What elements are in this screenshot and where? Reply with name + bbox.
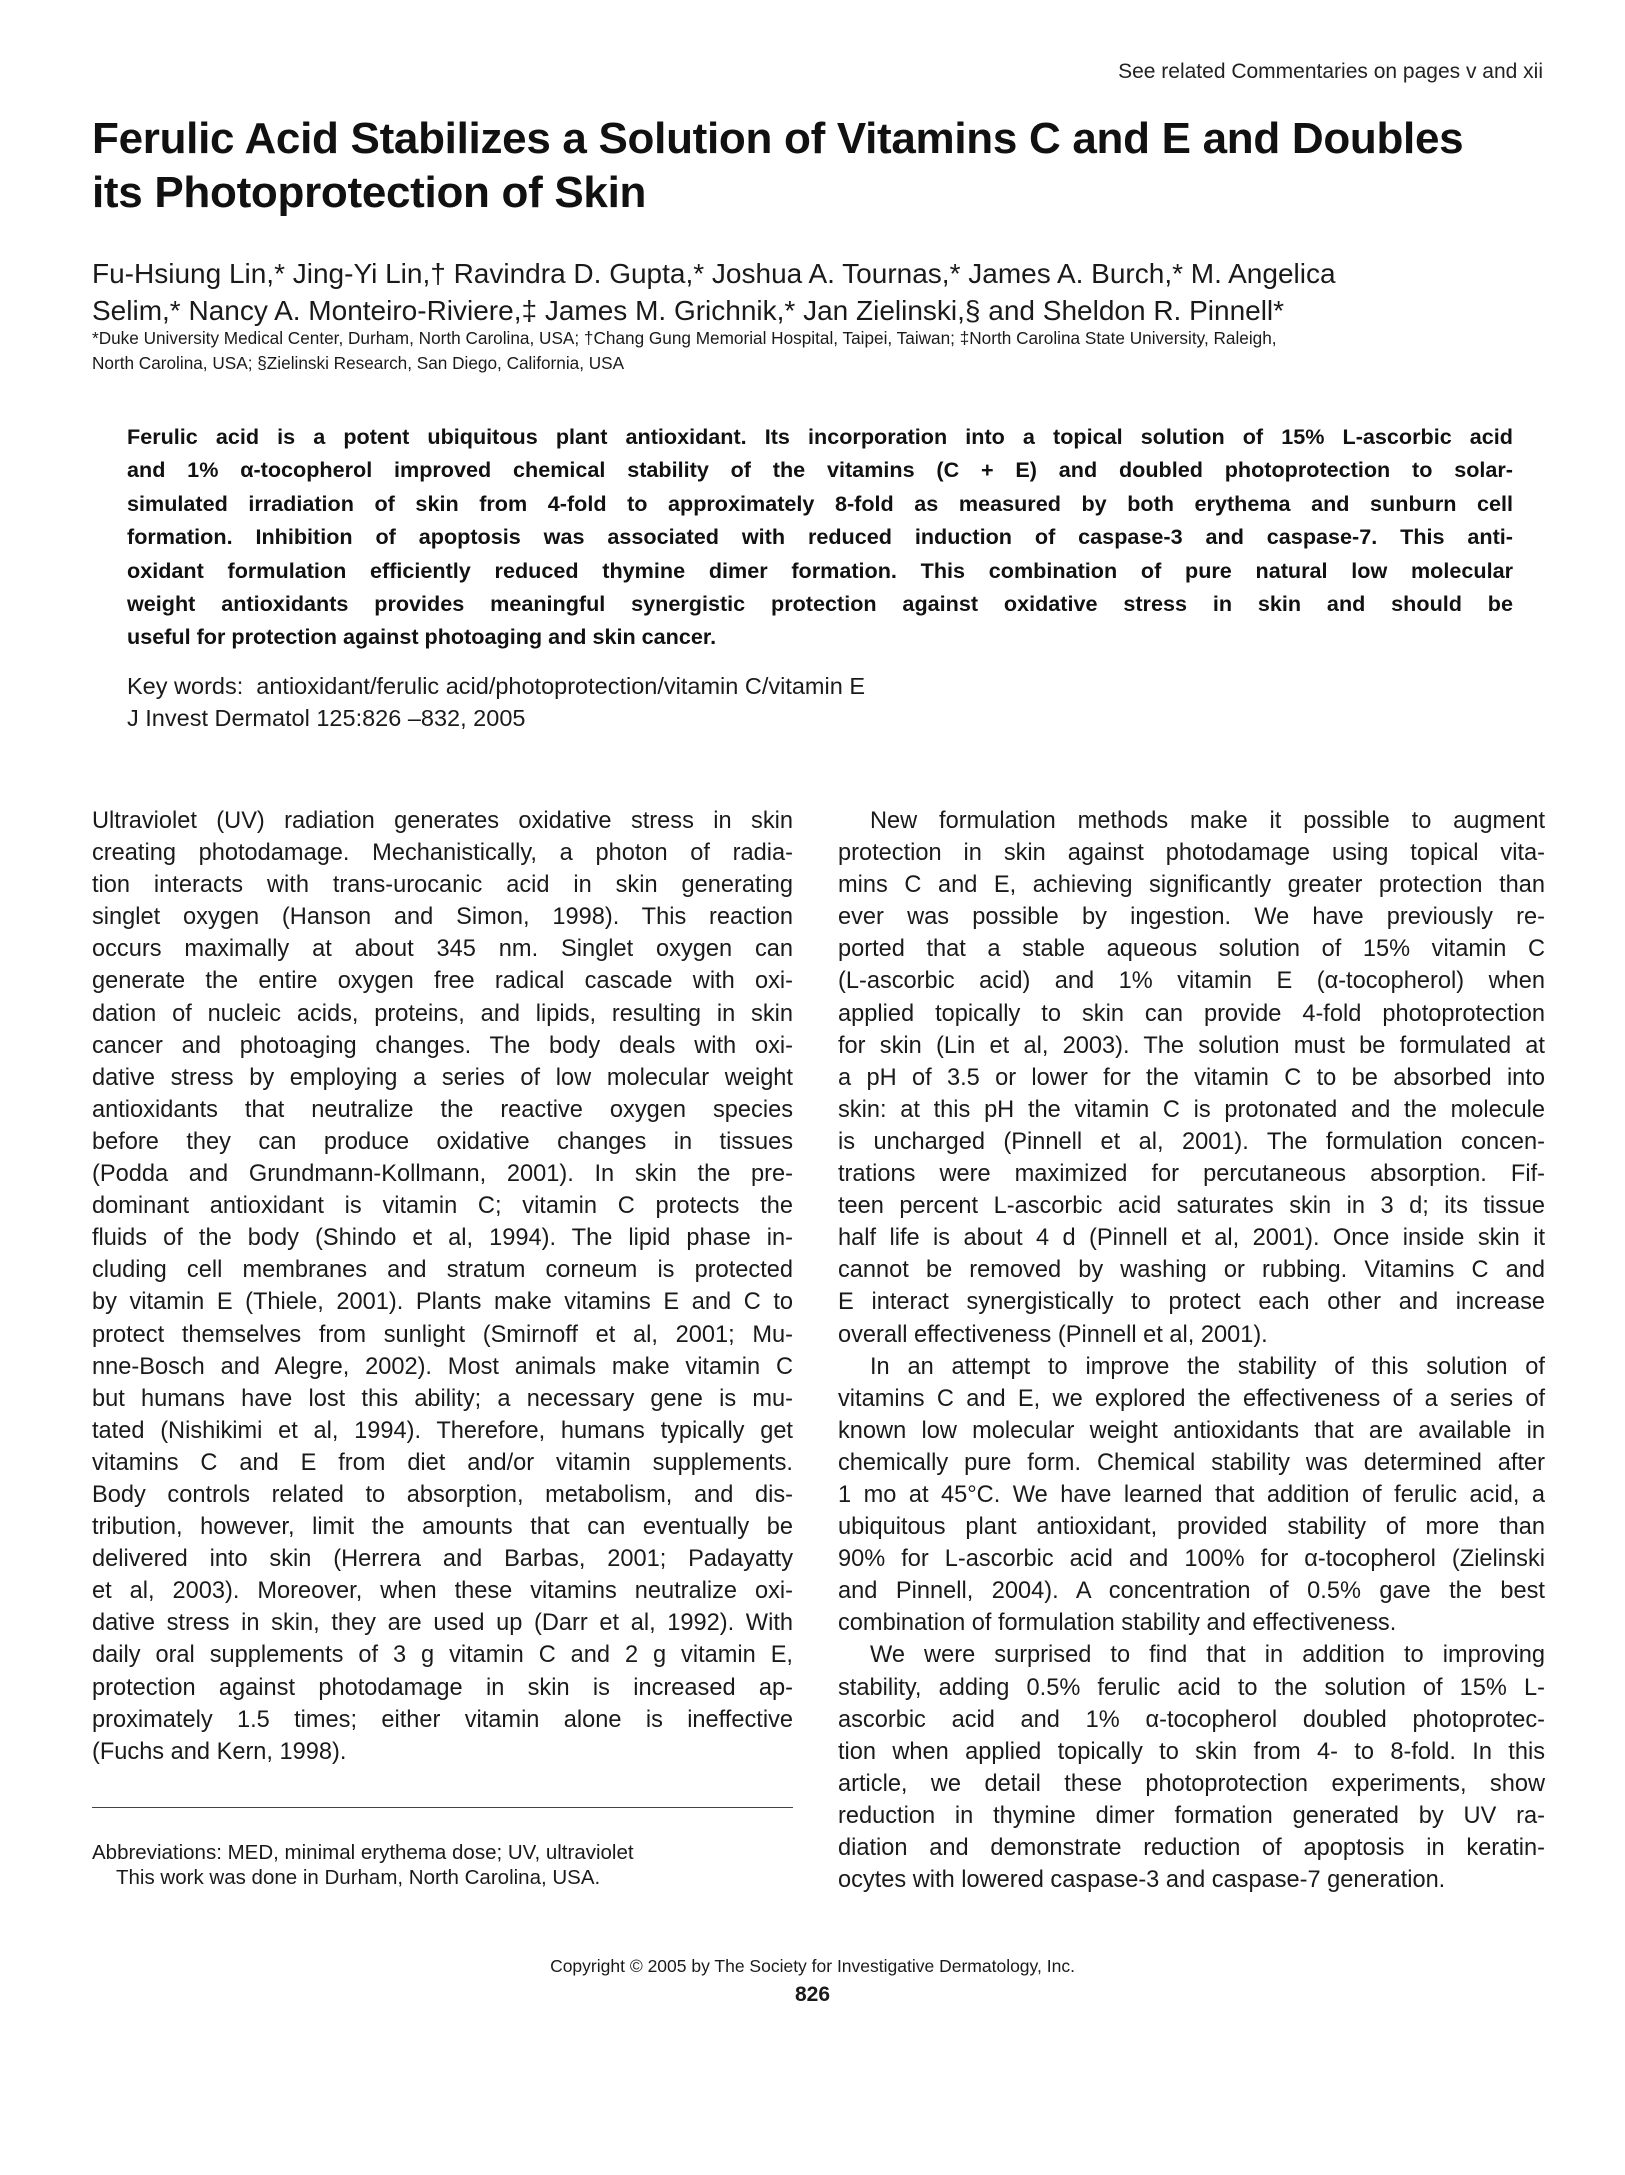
abstract (127, 420, 1513, 654)
location-footnote: This work was done in Durham, North Carolina, USA. (116, 1866, 601, 1889)
body-text-line: ocytes with lowered caspase-3 and caspase-7 generation. (838, 1867, 1446, 1894)
body-text-line: by vitamin E (Thiele, 2001). Plants make vitamins E and C to (92, 1289, 793, 1316)
body-text-line: daily oral supplements of 3 g vitamin C and 2 g vitamin E, (92, 1642, 793, 1669)
body-text-line: antioxidants that neutralize the reactive oxygen species (92, 1096, 793, 1123)
abstract-line: formation. Inhibition of apoptosis was associated with reduced induction of caspase-3 and caspase-7. This anti- (127, 524, 1513, 550)
body-text-line: diation and demonstrate reduction of apoptosis in keratin- (838, 1835, 1545, 1861)
body-text-line: New formulation methods make it possible to augment (870, 808, 1545, 834)
abbreviations-footnote: Abbreviations: MED, minimal erythema dose; UV, ultraviolet (92, 1841, 634, 1864)
body-text-line: singlet oxygen (Hanson and Simon, 1998). This reaction (92, 904, 793, 931)
footnotes (92, 1840, 793, 1890)
body-text-line: tated (Nishikimi et al, 1994). Therefore, humans typically get (92, 1417, 793, 1444)
body-text-line: delivered into skin (Herrera and Barbas, 2001; Padayatty (92, 1546, 793, 1573)
body-text-line: combination of formulation stability and effectiveness. (838, 1610, 1397, 1637)
body-text-line: cannot be removed by washing or rubbing. Vitamins C and (838, 1257, 1545, 1284)
affiliations (92, 326, 1552, 376)
body-text-line: mins C and E, achieving significantly greater protection than (838, 872, 1545, 899)
body-text-line: is uncharged (Pinnell et al, 2001). The formulation concen- (838, 1128, 1545, 1155)
abstract-line: oxidant formulation efficiently reduced thymine dimer formation. This combination of pure natural low molecular (127, 557, 1513, 583)
affiliation-line: North Carolina, USA; §Zielinski Research, San Diego, California, USA (92, 353, 625, 373)
body-text-line: fluids of the body (Shindo et al, 1994). The lipid phase in- (92, 1225, 793, 1252)
body-text-line: creating photodamage. Mechanistically, a photon of radia- (92, 840, 793, 867)
body-text-line: nne-Bosch and Alegre, 2002). Most animals make vitamin C (92, 1353, 793, 1380)
body-text-line: and Pinnell, 2004). A concentration of 0.5% gave the best (838, 1578, 1545, 1605)
copyright-notice: Copyright © 2005 by The Society for Investigative Dermatology, Inc. (550, 1956, 1075, 1976)
body-text-line: ubiquitous plant antioxidant, provided stability of more than (838, 1514, 1545, 1541)
keywords-block (127, 670, 865, 734)
body-text-line: 1 mo at 45°C. We have learned that addition of ferulic acid, a (838, 1481, 1545, 1508)
body-text-line: protect themselves from sunlight (Smirnoff et al, 2001; Mu- (92, 1321, 793, 1348)
body-text-line: skin: at this pH the vitamin C is protonated and the molecule (838, 1096, 1545, 1123)
author-line: Selim,* Nancy A. Monteiro-Riviere,‡ James M. Grichnik,* Jan Zielinski,§ and Sheldon R. Pinnell* (92, 295, 1285, 326)
body-text-line: cluding cell membranes and stratum corneum is protected (92, 1257, 793, 1284)
body-text-line: known low molecular weight antioxidants that are available in (838, 1417, 1545, 1444)
body-text-line: Body controls related to absorption, metabolism, and dis- (92, 1481, 793, 1508)
abstract-line: Ferulic acid is a potent ubiquitous plant antioxidant. Its incorporation into a topical solution of 15% L-ascorbic acid (127, 424, 1513, 449)
body-text-line: et al, 2003). Moreover, when these vitamins neutralize oxi- (92, 1578, 793, 1605)
body-text-line: occurs maximally at about 345 nm. Singlet oxygen can (92, 936, 793, 963)
body-text-line: (Fuchs and Kern, 1998). (92, 1738, 347, 1765)
body-text-line: chemically pure form. Chemical stability was determined after (838, 1449, 1545, 1476)
body-left-column (92, 805, 793, 1768)
body-text-line: tribution, however, limit the amounts that can eventually be (92, 1514, 793, 1541)
page-number: 826 (794, 1983, 831, 2006)
body-text-line: ported that a stable aqueous solution of 15% vitamin C (838, 936, 1545, 963)
body-text-line: but humans have lost this ability; a necessary gene is mu- (92, 1385, 793, 1412)
body-text-line: tion when applied topically to skin from 4- to 8-fold. In this (838, 1738, 1545, 1765)
body-text-line: stability, adding 0.5% ferulic acid to the solution of 15% L- (838, 1674, 1545, 1701)
abstract-line: weight antioxidants provides meaningful synergistic protection against oxidative stress in skin and should be (127, 591, 1513, 617)
title-line: Ferulic Acid Stabilizes a Solution of Vitamins C and E and Doubles (92, 114, 1464, 163)
body-text-line: cancer and photoaging changes. The body deals with oxi- (92, 1032, 793, 1059)
keywords: Key words: antioxidant/ferulic acid/photoprotection/vitamin C/vitamin E (127, 673, 865, 699)
body-text-line: for skin (Lin et al, 2003). The solution must be formulated at (838, 1032, 1545, 1059)
abstract-line: simulated irradiation of skin from 4-fold to approximately 8-fold as measured by both erythema and sunburn cell (127, 490, 1513, 516)
author-line: Fu-Hsiung Lin,* Jing-Yi Lin,† Ravindra D. Gupta,* Joshua A. Tournas,* James A. Burch,* M. Angelica (92, 258, 1336, 289)
body-text-line: dation of nucleic acids, proteins, and lipids, resulting in skin (92, 1000, 793, 1027)
body-text-line: proximately 1.5 times; either vitamin alone is ineffective (92, 1706, 793, 1733)
body-text-line: vitamins C and E, we explored the effectiveness of a series of (838, 1385, 1545, 1412)
body-text-line: ascorbic acid and 1% α-tocopherol doubled photoprotec- (838, 1706, 1545, 1733)
body-text-line: dative stress in skin, they are used up (Darr et al, 1992). With (92, 1610, 793, 1637)
title-line: its Photoprotection of Skin (92, 168, 647, 217)
abstract-line: useful for protection against photoaging and skin cancer. (127, 624, 717, 650)
body-text-line: In an attempt to improve the stability of this solution of (870, 1353, 1545, 1380)
body-text-line: trations were maximized for percutaneous absorption. Fif- (838, 1161, 1545, 1188)
body-right-column (838, 805, 1545, 1896)
body-text-line: ever was possible by ingestion. We have previously re- (838, 904, 1545, 931)
body-text-line: (L-ascorbic acid) and 1% vitamin E (α-tocopherol) when (838, 968, 1545, 995)
related-commentaries-note: See related Commentaries on pages v and xii (1118, 60, 1543, 83)
affiliation-line: *Duke University Medical Center, Durham, North Carolina, USA; †Chang Gung Memorial Hospital, Taipei, Taiwan; ‡North Carolina State University, Raleigh, (92, 328, 1277, 348)
body-text-line: a pH of 3.5 or lower for the vitamin C to be absorbed into (838, 1064, 1545, 1091)
body-text-line: vitamins C and E from diet and/or vitamin supplements. (92, 1449, 793, 1476)
author-list (92, 255, 1552, 329)
body-text-line: We were surprised to find that in addition to improving (870, 1642, 1545, 1669)
body-text-line: article, we detail these photoprotection experiments, show (838, 1770, 1545, 1797)
abstract-line: and 1% α-tocopherol improved chemical stability of the vitamins (C + E) and doubled photoprotection to solar- (127, 457, 1513, 483)
journal-citation: J Invest Dermatol 125:826 –832, 2005 (127, 705, 526, 731)
body-text-line: half life is about 4 d (Pinnell et al, 2001). Once inside skin it (838, 1225, 1545, 1252)
article-title (92, 112, 1552, 220)
footnote-divider (92, 1807, 793, 1808)
body-text-line: protection in skin against photodamage using topical vita- (838, 840, 1545, 867)
body-text-line: protection against photodamage in skin is increased ap- (92, 1674, 793, 1701)
body-text-line: (Podda and Grundmann-Kollmann, 2001). In skin the pre- (92, 1161, 793, 1188)
body-text-line: tion interacts with trans-urocanic acid in skin generating (92, 872, 793, 899)
body-text-line: E interact synergistically to protect each other and increase (838, 1289, 1545, 1316)
body-text-line: before they can produce oxidative changes in tissues (92, 1128, 793, 1155)
body-text-line: 90% for L-ascorbic acid and 100% for α-tocopherol (Zielinski (838, 1546, 1545, 1573)
body-text-line: generate the entire oxygen free radical cascade with oxi- (92, 968, 793, 995)
body-text-line: dative stress by employing a series of low molecular weight (92, 1064, 793, 1091)
body-text-line: Ultraviolet (UV) radiation generates oxidative stress in skin (92, 808, 793, 834)
body-text-line: dominant antioxidant is vitamin C; vitamin C protects the (92, 1193, 793, 1220)
body-text-line: overall effectiveness (Pinnell et al, 2001). (838, 1321, 1268, 1348)
body-text-line: applied topically to skin can provide 4-fold photoprotection (838, 1000, 1545, 1027)
body-text-line: reduction in thymine dimer formation generated by UV ra- (838, 1802, 1545, 1829)
body-text-line: teen percent L-ascorbic acid saturates skin in 3 d; its tissue (838, 1193, 1545, 1220)
